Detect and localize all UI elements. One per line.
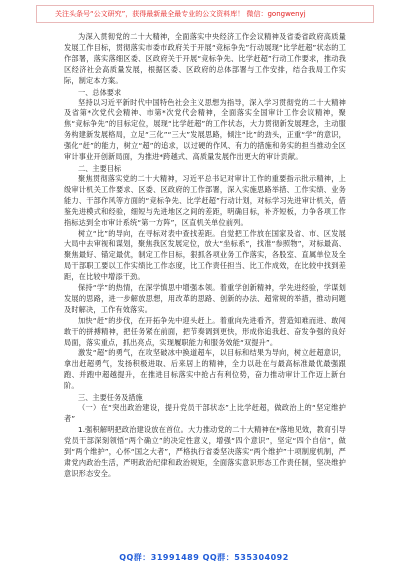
paragraph: 激发“超”的勇气，在攻坚破冰中换道超车，以目标和结果为导向，树立赶超意识，拿出赶超勇气，发扬积极进取、后来居上的精神，全力以赴在与最高标准最优最强跟跑、并跑中超越提升，在推进目标落实中抢占有利位势，奋力推动审计工作迈上新台阶。	[64, 348, 346, 391]
section-heading-tasks: 三、主要任务及措施	[78, 393, 143, 403]
section-heading-goals: 二、主要目标	[78, 163, 122, 173]
intro-paragraph: 为深入贯彻党的二十大精神，全面落实中央经济工作会议精神及省委省政府高质量发展工作目标，贯彻落实市委市政府关于开展“竞标争先”行动展现“比学赶超”状态的工作部署，落实落细区委、区政府关于开展“竞标争先、比学赶超”行动工作要求，推动我区经济社会高质量发展，根据区委、区政府的总体部署与工作安排，结合我局工作实际，制定本方案。	[64, 32, 346, 85]
banner-text: 关注头条号“公文研究”，获得最新最全最专业的公文资料库！ 微信：gongwenyj	[55, 10, 306, 18]
paragraph: 1.强积解明把政治建设放在首位。大力推动党的二十大精神在*落地见效，教育引导党员干部深刻领悟“两个确立”的决定性意义，增强“四个意识”，坚定“四个自信”，做到“两个维护”，心怀“国之大者”，严格执行省委坚决落实“两个维护”十项制度机制，严肃党内政治生活，严明政治纪律和政治规矩，全面落实意识形态工作责任制，坚决维护意识形态安全。	[64, 424, 346, 478]
paragraph: 加快“赶”的步伐，在开拓争先中迎头赶上。着重向先进看齐，营造知难而进、敢闯敢干的拼搏精神，把任务紧在前面，把节奏调到更快，形成你追我赶、奋发争强的良好局面，落实重点，抓出亮点，实现履职能力和服务效能“双提升”。	[64, 315, 346, 347]
document-body	[64, 32, 346, 479]
paragraph: 坚持以习近平新时代中国特色社会主义思想为指导，深入学习贯彻党的二十大精神及省第*次党代会精神、市第*次党代会精神，全面落实全国审计工作会议精神，聚焦“竞标争先”的目标定位，展现“比学赶超”的工作状态，大力贯彻新发展理念，主动服务构建新发展格局，立足“三化”“三大”发展思路，倾注“比”的劲头，正重“学”的意识，强化“赶”的能力，树立“超”的追求，以过硬的作风、有力的措施和务实的担当推动全区审计事业开创新局面，为推进*跨越式、高质量发展作出更大的审计贡献。	[64, 97, 346, 162]
paragraph: 聚焦贯彻落实党的二十大精神，习近平总书记对审计工作的重要指示批示精神，上级审计机关工作要求、区委、区政府的工作部署，深入实施思路举措、工作实绩、业务能力、干部作风等方面的“竞标争先、比学赶超”行动计划，对标学习先进审计机关，借鉴先进模式和经验，细短与先进地区之间的差距，明确目标，补齐短板，力争各项工作指标达到全市审计系统“第一方阵”，区直机关单位前列。	[64, 173, 346, 227]
paragraph: 保持“学”的热情，在深学慎思中增强本领。着重学创新精神，学先进经验，学谋划发展的思路，进一步解放思想，用改革的思路、创新的办法、超常规的举措，推动问题及时解决，工作有效落实。	[64, 283, 346, 314]
footer-contact: QQ群：31991489 QQ群：535304092	[119, 553, 289, 562]
subsection-paragraph: （一）在“突出政治建设，提升党员干部状态”上比学赶超，做政治上的“坚定维护者”	[64, 403, 346, 423]
section-heading-general: 一、总体要求	[78, 87, 122, 97]
header-banner	[36, 5, 374, 23]
paragraph: 树立“比”的导向，在寻标对表中查找差距。自觉把工作放在国家及省、市、区发展大局中去审视和谋划，聚焦我区发展定位，放大“坐标系”，找准“参照物”，对标最高、聚焦最好、锚定最优，制定工作目标，狠抓各项业务工作落实，各股室、直属单位及全局干部职工要以工作实绩比工作态度，比工作责任担当、比工作成效，在比较中找到差距，在比较中增添干劲。	[64, 228, 346, 282]
